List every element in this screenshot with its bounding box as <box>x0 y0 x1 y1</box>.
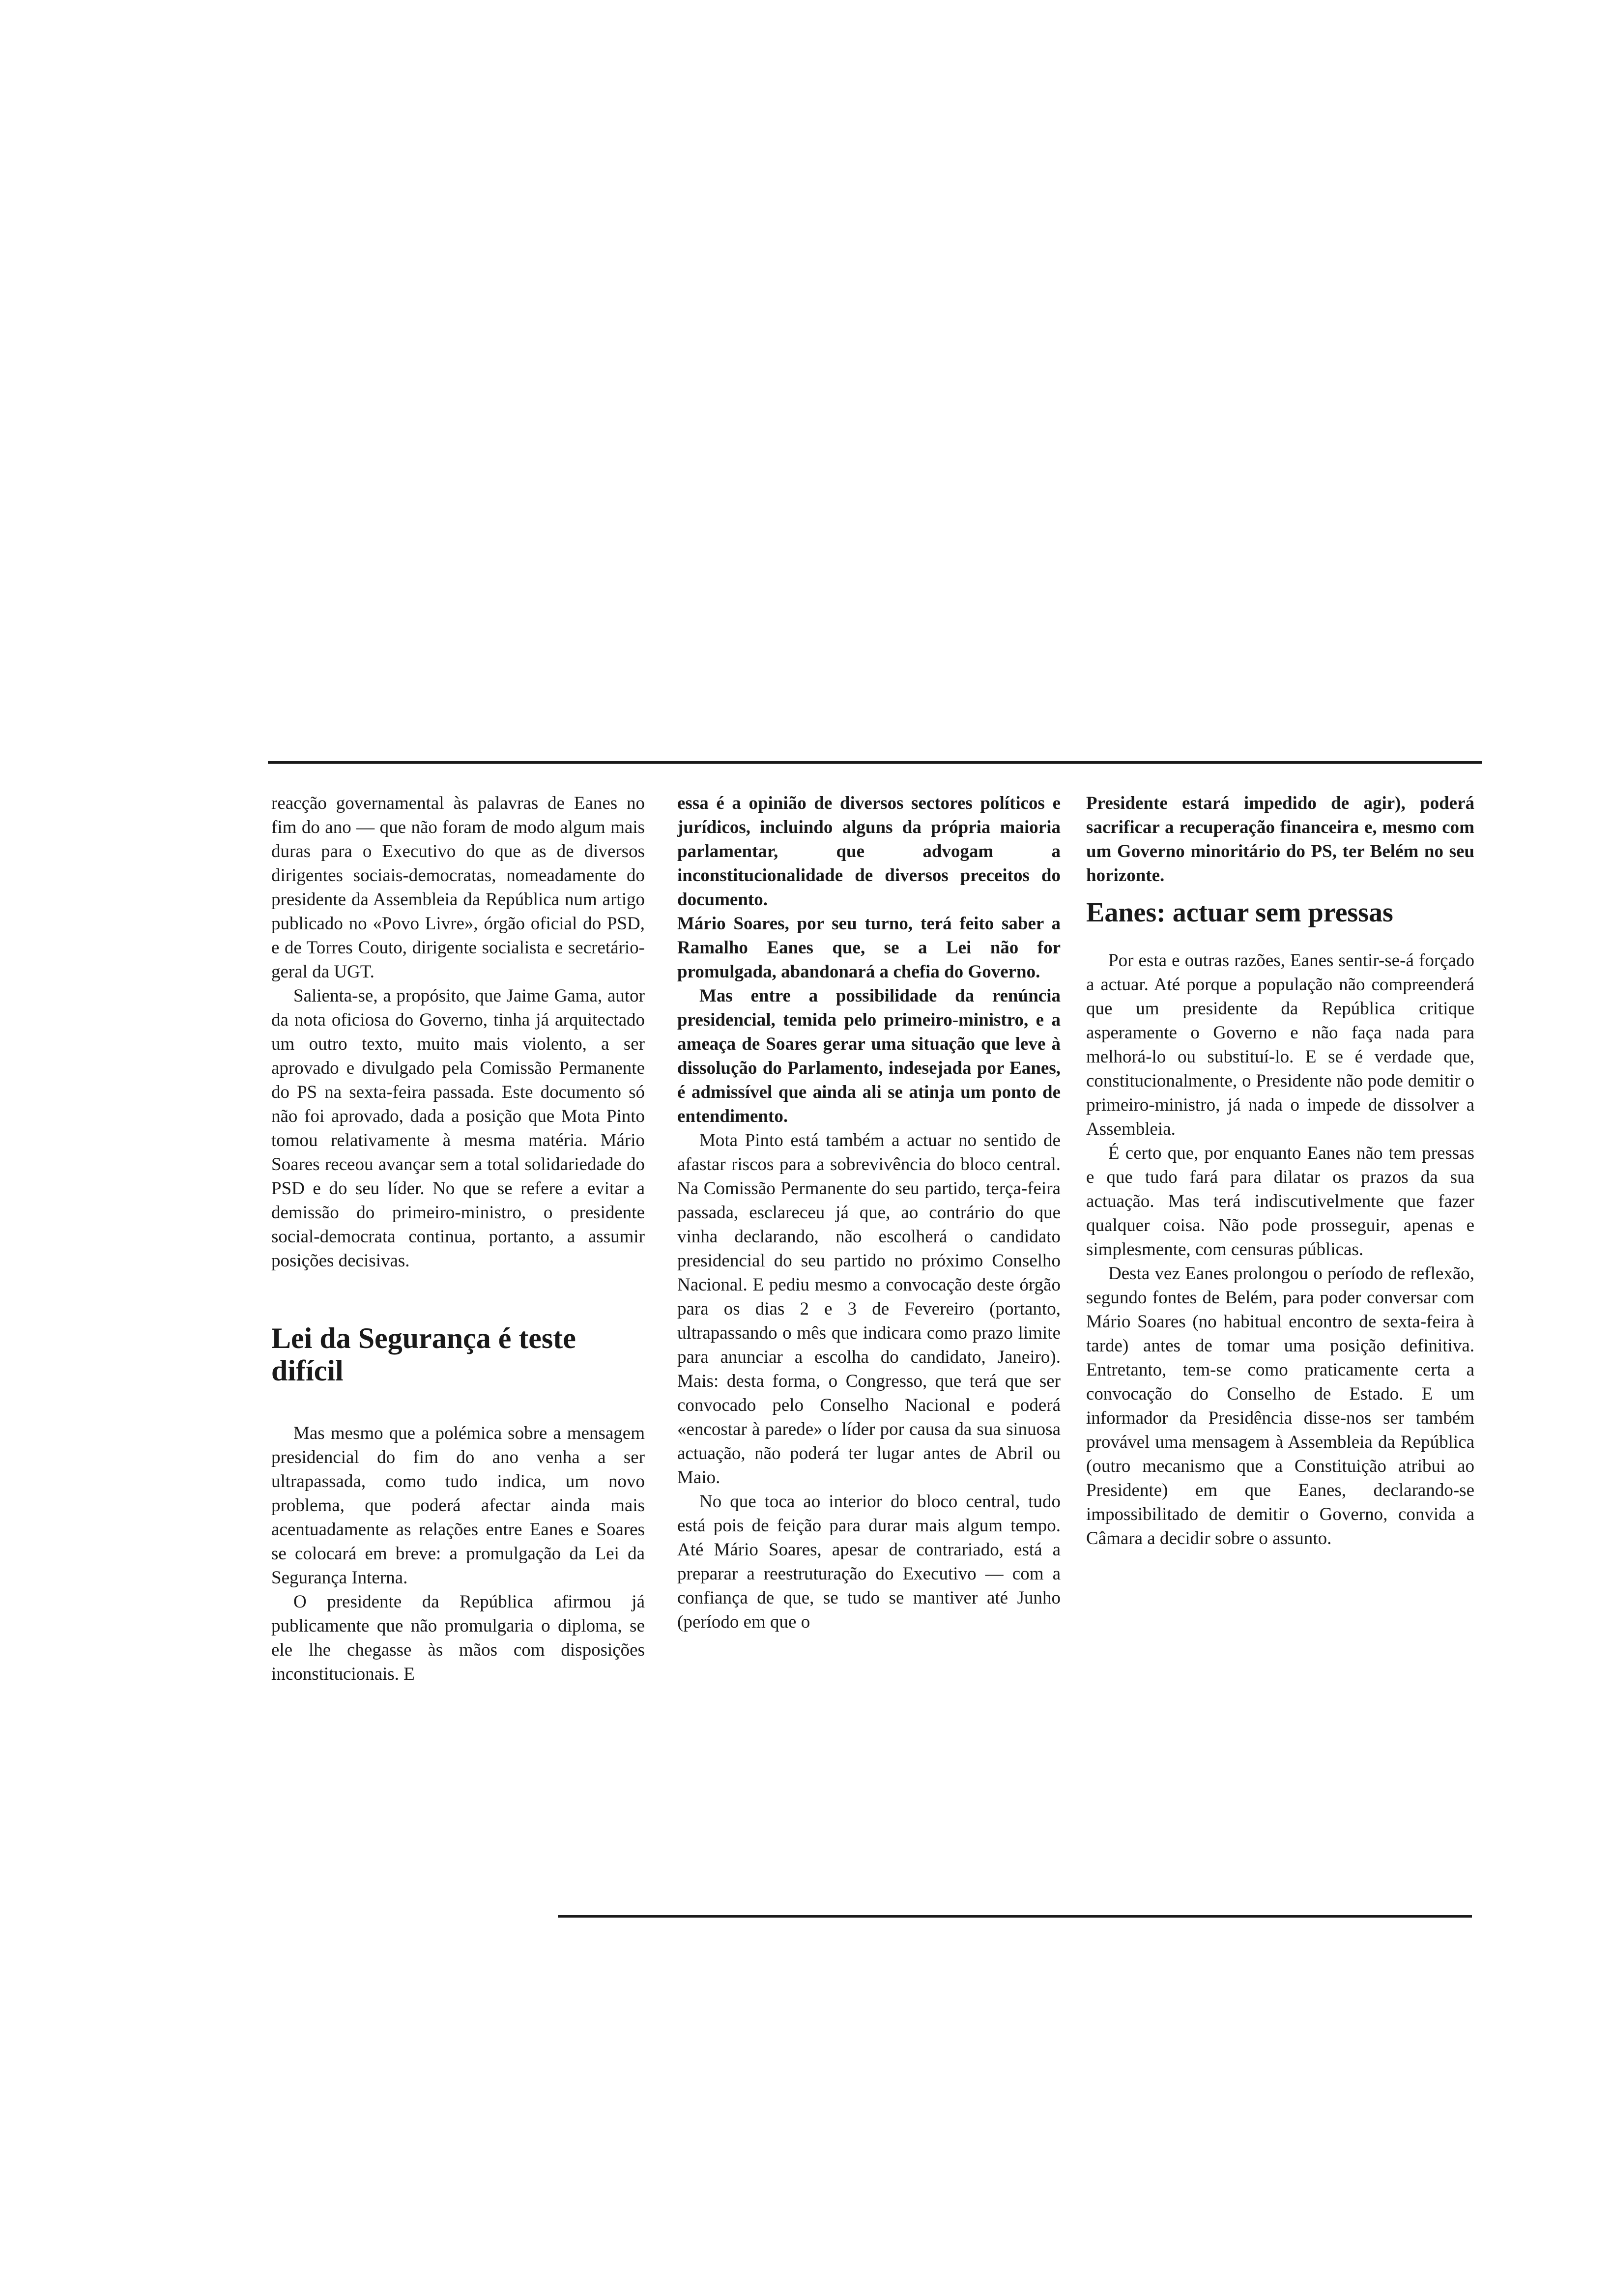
paragraph: Mota Pinto está também a actuar no sentido de afastar riscos para a sobrevivência do bloco central. Na Comissão Permanente do seu partido, terça-feira passada, esclareceu já que, ao contrário do que vinha declarando, não escolherá o candidato presidencial do seu partido no próximo Conselho Nacional. E pediu mesmo a convocação deste órgão para os dias 2 e 3 de Fevereiro (portanto, ultrapassando o mês que indicara como prazo limite para anunciar a escolha do candidato, Janeiro). Mais: desta forma, o Congresso, que terá que ser convocado pelo Conselho Nacional e poderá «encostar à parede» o líder por causa da sua sinuosa actuação, não poderá ter lugar antes de Abril ou Maio. <box>677 1130 1061 1488</box>
top-rule <box>268 761 1482 764</box>
paragraph: Mas entre a possibilidade da renúncia presidencial, temida pelo primeiro-ministro, e a ameaça de Soares gerar uma situação que leve à dissolução do Parlamento, indesejada por Eanes, é admissível que ainda ali se atinja um ponto de entendimento. <box>677 986 1061 1126</box>
paragraph: No que toca ao interior do bloco central, tudo está pois de feição para durar mais algum tempo. Até Mário Soares, apesar de contrariado, está a preparar a reestruturação do Executivo — com a confiança de que, se tudo se mantiver até Junho (período em que o <box>677 1492 1061 1632</box>
paragraph: Mário Soares, por seu turno, terá feito saber a Ramalho Eanes que, se a Lei não for promulgada, abandonará a chefia do Governo. <box>677 914 1061 982</box>
paragraph: É certo que, por enquanto Eanes não tem pressas e que tudo fará para dilatar os prazos da sua actuação. Mas terá indiscutivelmente que fazer qualquer coisa. Não pode prosseguir, apenas e simplesmente, com censuras públicas. <box>1086 1143 1474 1260</box>
section-heading: Lei da Segurança é teste difícil <box>271 1322 576 1387</box>
paragraph: Desta vez Eanes prolongou o período de reflexão, segundo fontes de Belém, para poder conversar com Mário Soares (no habitual encontro de sexta-feira à tarde) antes de tomar uma posição definitiva. Entretanto, tem-se como praticamente certa a convocação do Conselho de Estado. E um informador da Presidência disse-nos ser também provável uma mensagem à Assembleia da República (outro mecanismo que a Constituição atribui ao Presidente) em que Eanes, declarando-se impossibilitado de demitir o Governo, convida a Câmara a decidir sobre o assunto. <box>1086 1263 1474 1549</box>
paragraph: essa é a opinião de diversos sectores políticos e jurídicos, incluindo alguns da própria maioria parlamentar, que advogam a inconstitucionalidade de diversos preceitos do documento. <box>677 793 1061 910</box>
column-1 <box>271 791 645 1686</box>
section-heading: Eanes: actuar sem pressas <box>1086 897 1393 928</box>
paragraph: Por esta e outras razões, Eanes sentir-se-á forçado a actuar. Até porque a população não compreenderá que um presidente da República critique asperamente o Governo e não faça nada para melhorá-lo ou substituí-lo. E se é verdade que, constitucionalmente, o Presidente não pode demitir o primeiro-ministro, já nada o impede de dissolver a Assembleia. <box>1086 950 1474 1139</box>
column-3 <box>1086 791 1474 1550</box>
paragraph: reacção governamental às palavras de Eanes no fim do ano — que não foram de modo algum mais duras para o Executivo do que as de diversos dirigentes sociais-democratas, nomeadamente do presidente da Assembleia da República num artigo publicado no «Povo Livre», órgão oficial do PSD, e de Torres Couto, dirigente socialista e secretário-geral da UGT. <box>271 793 645 982</box>
paragraph: Salienta-se, a propósito, que Jaime Gama, autor da nota oficiosa do Governo, tinha já arquitectado um outro texto, muito mais violento, a ser aprovado e divulgado pela Comissão Permanente do PS na sexta-feira passada. Este documento só não foi aprovado, dada a posição que Mota Pinto tomou relativamente à mesma matéria. Mário Soares receou avançar sem a total solidariedade do PSD e do seu líder. No que se refere a evitar a demissão do primeiro-ministro, o presidente social-democrata continua, portanto, a assumir posições decisivas. <box>271 986 645 1271</box>
paragraph: Mas mesmo que a polémica sobre a mensagem presidencial do fim do ano venha a ser ultrapassada, como tudo indica, um novo problema, que poderá afectar ainda mais acentuadamente as relações entre Eanes e Soares se colocará em breve: a promulgação da Lei da Segurança Interna. <box>271 1423 645 1588</box>
paragraph: Presidente estará impedido de agir), poderá sacrificar a recuperação financeira e, mesmo com um Governo minoritário do PS, ter Belém no seu horizonte. <box>1086 793 1474 886</box>
paragraph: O presidente da República afirmou já publicamente que não promulgaria o diploma, se ele lhe chegasse às mãos com disposições inconstitucionais. E <box>271 1592 645 1684</box>
column-2 <box>677 791 1061 1634</box>
bottom-rule <box>558 1915 1472 1918</box>
